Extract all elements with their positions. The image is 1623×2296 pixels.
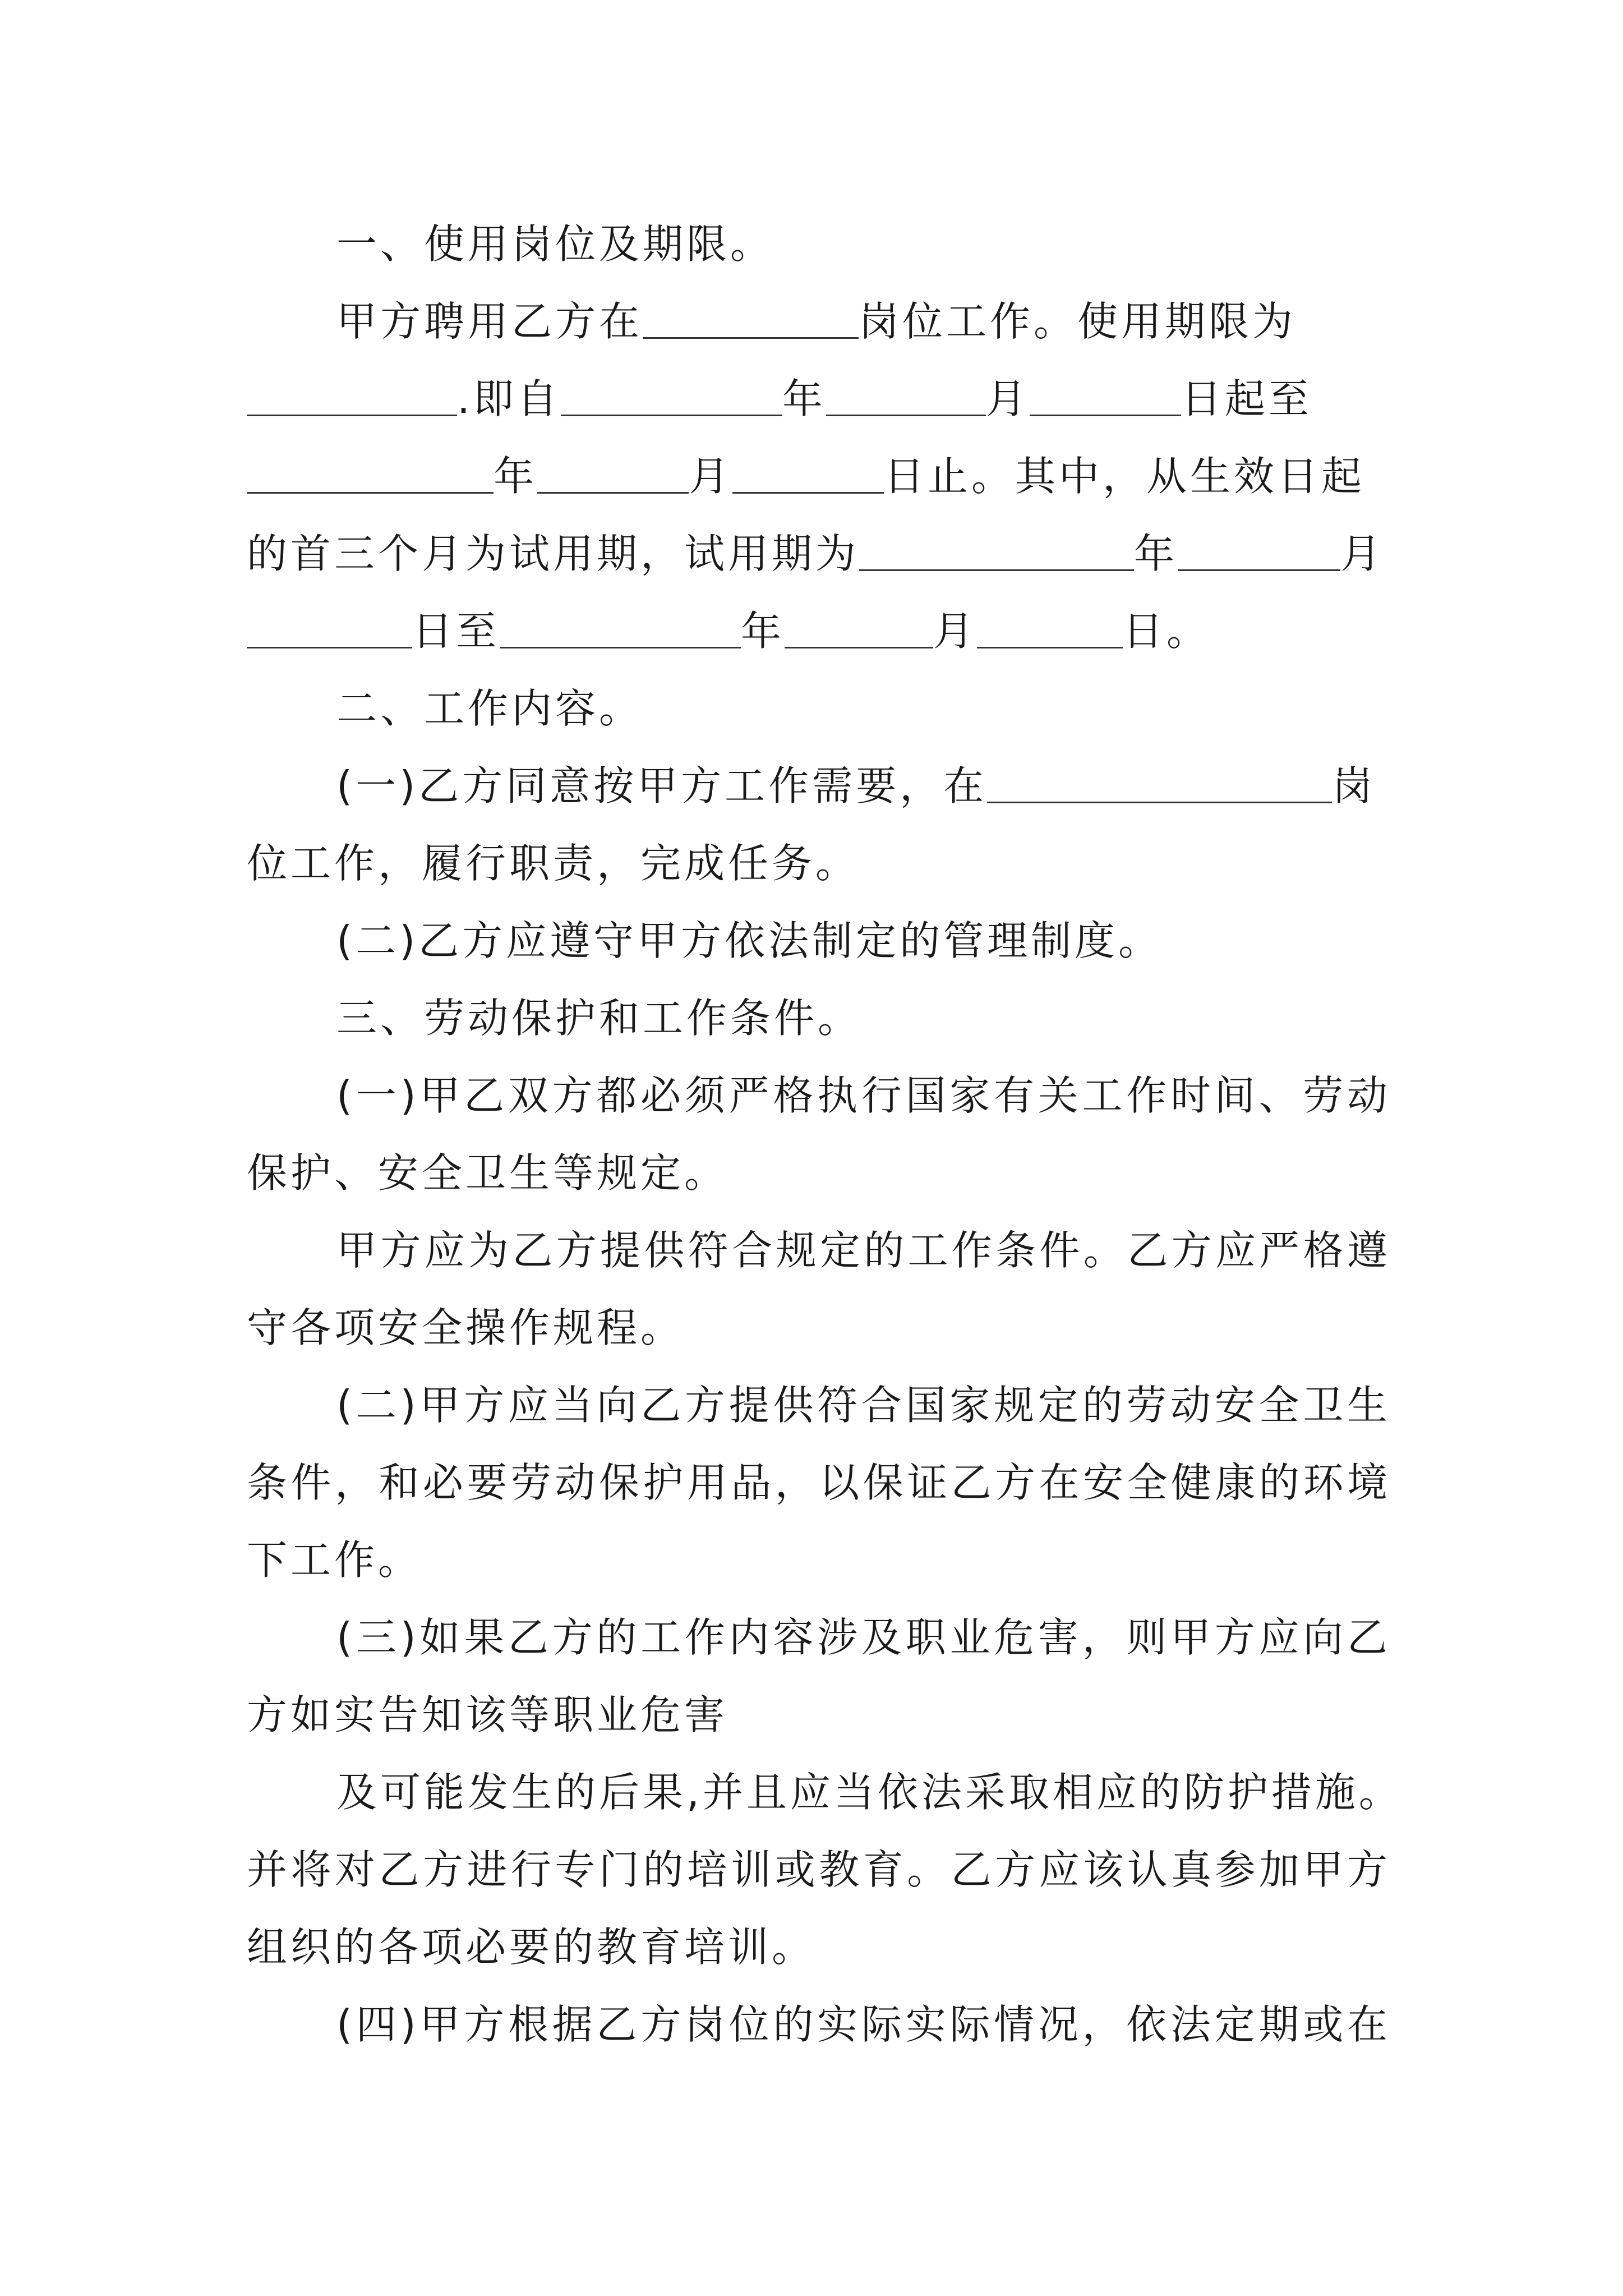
fill-blank[interactable] (247, 375, 457, 416)
paragraph-line: (二)甲方应当向乙方提供符合国家规定的劳动安全卫生 (336, 1382, 1391, 1429)
paragraph-line: 的首三个月为试用期，试用期为 年 月 (247, 530, 1385, 577)
paragraph-line: 日至 年 月 日。 (247, 603, 1391, 659)
fill-blank[interactable] (732, 453, 884, 494)
fill-blank[interactable] (1178, 530, 1340, 571)
paragraph-line: 下工作。 (247, 1536, 422, 1584)
fill-blank[interactable] (500, 608, 741, 648)
fill-blank[interactable] (247, 453, 494, 494)
section-heading-2: 二、工作内容。 (336, 685, 643, 732)
section-heading-3: 三、劳动保护和工作条件。 (336, 995, 862, 1042)
fill-blank[interactable] (977, 608, 1123, 648)
fill-blank[interactable] (247, 608, 412, 648)
paragraph-line: 组织的各项必要的教育培训。 (247, 1924, 816, 1971)
paragraph-line: 位工作，履行职责，完成任务。 (247, 840, 860, 887)
paragraph-line: (一)乙方同意按甲方工作需要，在 岗 (336, 762, 1376, 809)
fill-blank[interactable] (643, 298, 859, 339)
paragraph-line: 年 月 日止。其中，从生效日起 (247, 448, 1391, 504)
fill-blank[interactable] (561, 375, 782, 416)
paragraph-line: .即自 年 月 日起至 (247, 371, 1391, 427)
paragraph-line: 甲方聘用乙方在 岗位工作。使用期限为 (336, 298, 1297, 345)
paragraph-line: 守各项安全操作规程。 (247, 1304, 685, 1351)
fill-blank[interactable] (826, 375, 986, 416)
paragraph-line: 甲方应为乙方提供符合规定的工作条件。乙方应严格遵 (336, 1227, 1391, 1274)
paragraph-line: 及可能发生的后果,并且应当依法采取相应的防护措施。 (336, 1769, 1403, 1816)
paragraph-line: (二)乙方应遵守甲方依法制定的管理制度。 (336, 917, 1163, 964)
fill-blank[interactable] (785, 608, 933, 648)
paragraph-line: (一)甲乙双方都必须严格执行国家有关工作时间、劳动 (336, 1072, 1391, 1119)
fill-blank[interactable] (987, 762, 1332, 803)
paragraph-line: 保护、安全卫生等规定。 (247, 1149, 728, 1197)
paragraph-line: 条件，和必要劳动保护用品，以保证乙方在安全健康的环境 (247, 1459, 1391, 1506)
section-heading-1: 一、使用岗位及期限。 (336, 220, 774, 268)
fill-blank[interactable] (859, 530, 1134, 571)
paragraph-line: (三)如果乙方的工作内容涉及职业危害，则甲方应向乙 (336, 1614, 1391, 1661)
fill-blank[interactable] (1030, 375, 1181, 416)
paragraph-line: 并将对乙方进行专门的培训或教育。乙方应该认真参加甲方 (247, 1846, 1391, 1893)
paragraph-line: 方如实告知该等职业危害 (247, 1691, 728, 1738)
paragraph-line: (四)甲方根据乙方岗位的实际实际情况，依法定期或在 (336, 2001, 1391, 2048)
fill-blank[interactable] (537, 453, 689, 494)
